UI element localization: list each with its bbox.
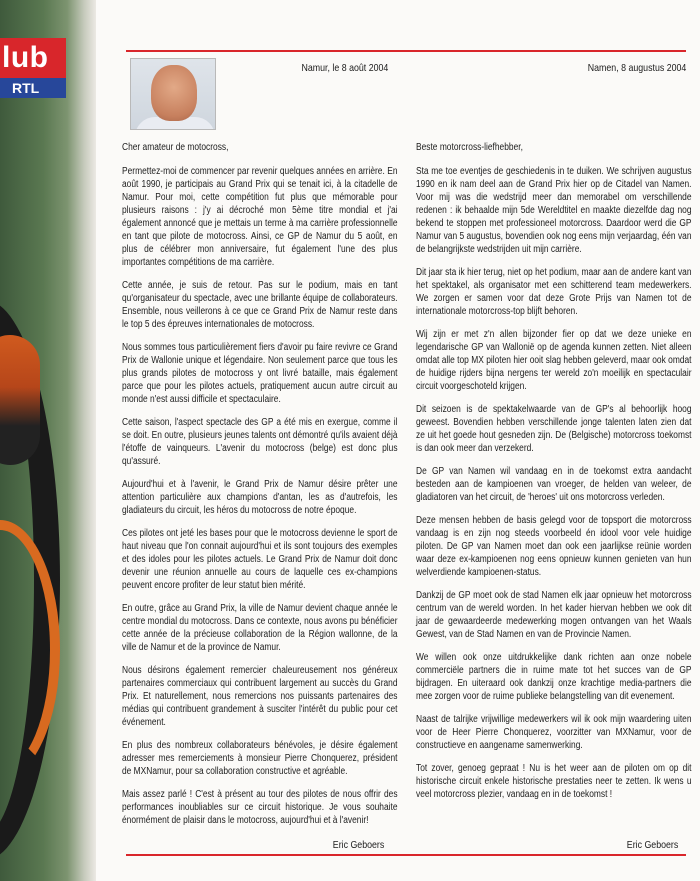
author-portrait <box>130 58 216 130</box>
letter-page <box>96 0 700 881</box>
french-paragraph: En plus des nombreux collaborateurs bénévoles, je désire également adresser mes remerciements à monsieur Pierre Chonquerez, président de MXNamur, pour sa collaboration constructive et agréable. <box>122 739 398 778</box>
club-logo-text: lub <box>0 38 66 78</box>
french-paragraph: En outre, grâce au Grand Prix, la ville de Namur devient chaque année le centre mondial du motocross. Dans ce contexte, nous avons pu bénéficier cette année de la précieuse collaboration de la Région wallonne, de la ville de Namur et de la province de Namur. <box>122 602 398 654</box>
dutch-signature: Eric Geboers <box>626 839 678 851</box>
dutch-greeting: Beste motorcross-liefhebber, <box>416 142 523 153</box>
dutch-paragraph: Dit seizoen is de spektakelwaarde van de GP's al behoorlijk hoog geweest. Bovendien hebben verschillende jonge talenten laten zien dat ze uit het goede hout gesneden zijn. De (Belgische) motorcross toekomst is dan ook meer dan verzekerd. <box>416 403 692 455</box>
french-paragraph: Nous sommes tous particulièrement fiers d'avoir pu faire revivre ce Grand Prix de Wallonie unique et légendaire. Non seulement parce que tous les plus grands pilotes de motocross y ont livré bataille, mais également parce que pour les pilotes actuels, pratiquement aucun autre circuit au monde n'est aussi difficile et spectaculaire. <box>122 341 398 406</box>
rtl-logo-text: RTL <box>0 78 66 98</box>
french-dateline: Namur, le 8 août 2004 <box>301 62 388 74</box>
dutch-paragraph: Naast de talrijke vrijwillige medewerkers wil ik ook mijn waardering uiten voor de Heer Pierre Chonquerez, voorzitter van MXNamur, voor de constructieve en aangename samenwerking. <box>416 713 692 751</box>
dutch-column <box>416 141 692 810</box>
french-column <box>122 141 398 837</box>
dutch-paragraph: Sta me toe eventjes de geschiedenis in te duiken. We schrijven augustus 1990 en ik nam deel aan de Grand Prix hier op de Citadel van Namen. Voor mij was die wedstrijd meer dan memorabel om verschillende redenen : ik behaalde mijn 5de Wereldtitel en maakte diezelfde dag nog bekend te stoppen met professioneel motorcross. Daardoor werd die GP Namur van 5 augustus, bovendien ook nog eens mijn verjaardag, één van de belangrijkste wedstrijden uit mijn carrière. <box>416 165 692 256</box>
dutch-paragraph: Tot zover, genoeg gepraat ! Nu is het weer aan de piloten om op dit historische circuit enkele historische prestaties neer te zetten. Ik wens u veel motorcross plezier, vandaag en in de toekomst ! <box>416 762 692 800</box>
dutch-paragraph: Dankzij de GP moet ook de stad Namen elk jaar opnieuw het motorcross centrum van de wereld worden. In het kader hiervan hebben we ook dit jaar de gewaardeerde medewerking mogen ontvangen van het Waals Gewest, van de Stad Namen en van de Provincie Namen. <box>416 589 692 641</box>
dutch-paragraph: Dit jaar sta ik hier terug, niet op het podium, maar aan de andere kant van het spektakel, als organisator met een schitterend team medewerkers. We zorgen er samen voor dat deze Grote Prijs van Namen tot de internationale motorcross-top blijft behoren. <box>416 266 692 318</box>
bottom-red-rule <box>126 854 686 856</box>
french-paragraph: Aujourd'hui et à l'avenir, le Grand Prix de Namur désire prêter une attention particulière aux champions d'antan, les as d'autrefois, les gladiateurs du circuit, les héros du motocross de notre époque. <box>122 478 398 517</box>
dutch-paragraph: Wij zijn er met z'n allen bijzonder fier op dat we deze unieke en legendarische GP van Wallonië op de agenda kunnen zetten. Niet alleen omdat alle top MX piloten hier ooit slag hebben geleverd, maar ook omdat de huidige rijders bijna nergens ter wereld zo'n moeilijk en spectaculair circuit voorgeschoteld krijgen. <box>416 328 692 393</box>
french-greeting: Cher amateur de motocross, <box>122 142 229 153</box>
portrait-face <box>151 65 197 121</box>
dutch-paragraph: We willen ook onze uitdrukkelijke dank richten aan onze nobele commerciële partners die in ruime mate tot het succes van de GP bijdragen. En uiteraard ook dankzij onze krachtige media-partners die mee zorgen voor de ruime publieke belangstelling van dit evenement. <box>416 651 692 703</box>
dutch-paragraph: Deze mensen hebben de basis gelegd voor de topsport die motorcross vandaag is en zijn nog steeds voorbeeld én idool voor vele huidige piloten. De GP van Namen moet dan ook een jaarlijkse reünie worden waar deze ex-kampioenen nog eens opnieuw kunnen genieten van hun welverdiende kampioenen-status. <box>416 514 692 579</box>
french-paragraph: Ces pilotes ont jeté les bases pour que le motocross devienne le sport de haut niveau que l'on connait aujourd'hui et ils sont toujours des exemples et des idoles pour les pilotes actuels. Le Grand Prix de Namur doit donc devenir une réunion annuelle au cours de laquelle ces ex-champions peuvent encore profiter de leur statut bien mérité. <box>122 527 398 592</box>
facing-page-edge <box>0 0 96 881</box>
club-rtl-logo <box>0 38 66 100</box>
french-signature: Eric Geboers <box>332 839 384 851</box>
french-paragraph: Nous désirons également remercier chaleureusement nos généreux partenaires commerciaux qui contribuent largement au succès du Grand Prix. Et naturellement, nous remercions nos puissants partenaires des médias qui contribuent grandement à susciter l'intérêt du public pour cet événement. <box>122 664 398 729</box>
french-paragraph: Permettez-moi de commencer par revenir quelques années en arrière. En août 1990, je participais au Grand Prix qui se tenait ici, à la citadelle de Namur. Pour moi, cette compétition fut plus que mémorable pour plusieurs raisons : j'y ai décroché mon 5ème titre mondial et j'ai également annoncé que je mettais un terme à ma carrière professionnelle en tant que pilote de motocross. Ainsi, ce GP de Namur du 5 août, en plus de célébrer mon anniversaire, fut également l'une des plus importantes compétitions de ma carrière. <box>122 165 398 269</box>
french-paragraph: Mais assez parlé ! C'est à présent au tour des pilotes de nous offrir des performances inoubliables sur ce circuit historique. Je vous souhaite énormément de plaisir dans le motocross, aujourd'hui et à l'avenir! <box>122 788 398 826</box>
french-paragraph: Cette année, je suis de retour. Pas sur le podium, mais en tant qu'organisateur du spectacle, avec une brillante équipe de collaborateurs. Ensemble, nous veillerons à ce que ce Grand Prix de Namur reste dans le top 5 des épreuves internationales de motocross. <box>122 279 398 331</box>
dutch-dateline: Namen, 8 augustus 2004 <box>587 62 686 74</box>
french-paragraph: Cette saison, l'aspect spectacle des GP a été mis en exergue, comme il se doit. En outre, plusieurs jeunes talents ont démontré qu'ils avaient déjà l'étoffe de vainqueurs. L'avenir du motocross (belge) est donc plus qu'assuré. <box>122 416 398 468</box>
dutch-paragraph: De GP van Namen wil vandaag en in de toekomst extra aandacht besteden aan de kampioenen van vroeger, de helden van weleer, de gladiatoren van het circuit, de 'heroes' uit ons motorcross verleden. <box>416 465 692 504</box>
rider-helmet-image <box>0 335 40 465</box>
top-red-rule <box>126 50 686 52</box>
